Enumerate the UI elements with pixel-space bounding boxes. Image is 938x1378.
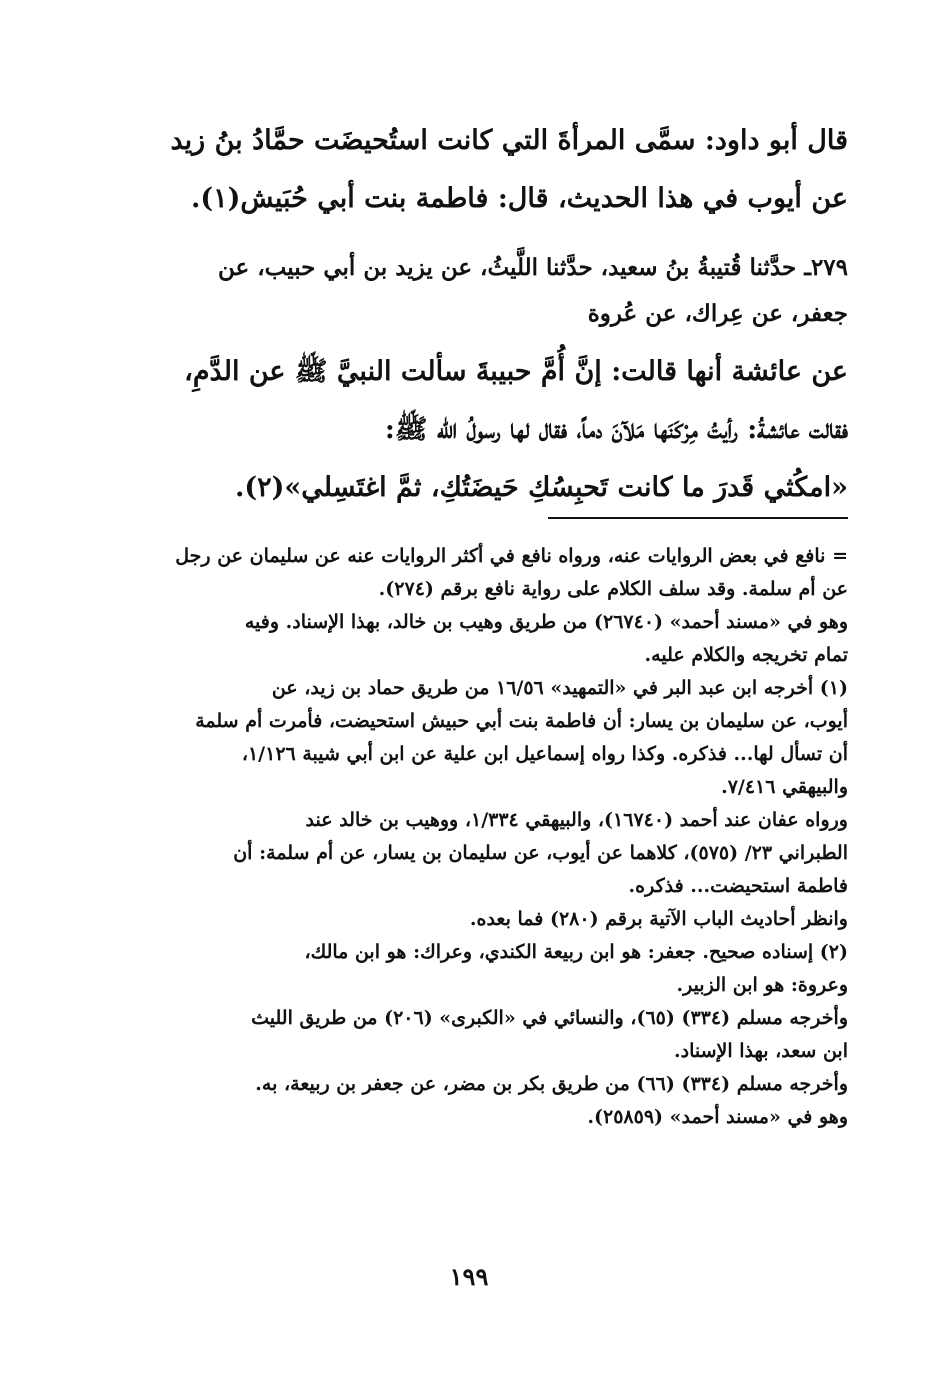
- footnote-line: ورواه عفان عند أحمد (١٦٧٤٠)، والبيهقي ١/٣٣٤، ووهيب بن خالد عند: [305, 809, 848, 831]
- footnote-line: وأخرجه مسلم (٣٣٤) (٦٥)، والنسائي في «الكبرى» (٢٠٦) من طريق الليث: [251, 1007, 848, 1029]
- text-line: فقالت عائشةُ: رأيتُ مِرْكَنَها مَلآنَ دماً، فقال لها رسولُ الله ﷺ:: [384, 414, 848, 445]
- text-line: عن أيوب في هذا الحديث، قال: فاطمة بنت أبي حُبَيش(١).: [190, 183, 848, 214]
- footnote-line: (١) أخرجه ابن عبد البر في «التمهيد» ١٦/٥٦ من طريق حماد بن زيد، عن: [271, 677, 848, 699]
- footnote-line: وهو في «مسند أحمد» (٢٥٨٥٩).: [587, 1106, 848, 1128]
- footnote-line: أيوب، عن سليمان بن يسار: أن فاطمة بنت أبي حبيش استحيضت، فأمرت أم سلمة: [195, 710, 848, 732]
- footnote-divider: [548, 517, 848, 519]
- footnote-line: والبيهقي ٧/٤١٦.: [721, 776, 848, 798]
- footnote-line: ابن سعد، بهذا الإسناد.: [674, 1040, 848, 1062]
- footnote-line: وهو في «مسند أحمد» (٢٦٧٤٠) من طريق وهيب بن خالد، بهذا الإسناد. وفيه: [244, 611, 848, 633]
- footnote-line: وانظر أحاديث الباب الآتية برقم (٢٨٠) فما بعده.: [469, 908, 848, 930]
- page-number: ١٩٩: [449, 1262, 489, 1291]
- text-line: جعفر، عن عِراك، عن عُروة: [587, 300, 848, 327]
- footnote-line: وأخرجه مسلم (٣٣٤) (٦٦) من طريق بكر بن مضر، عن جعفر بن ربيعة، به.: [255, 1073, 848, 1095]
- text-line: عن عائشة أنها قالت: إنَّ أُمَّ حبيبةَ سألت النبيَّ ﷺ عن الدَّمِ،: [184, 356, 848, 387]
- main-text-body: [128, 343, 848, 517]
- footnote-line: أن تسأل لها... فذكره. وكذا رواه إسماعيل ابن علية عن ابن أبي شيبة ١/١٢٦،: [241, 743, 848, 765]
- text-line: ٢٧٩ـ حدَّثنا قُتيبةُ بنُ سعيد، حدَّثنا اللَّيثُ، عن يزيد بن أبي حبيب، عن: [218, 254, 848, 281]
- footnote-line: الطبراني ٢٣/ (٥٧٥)، كلاهما عن أيوب، عن سليمان بن يسار، عن أم سلمة: أن: [233, 842, 848, 864]
- footnote-line: تمام تخريجه والكلام عليه.: [644, 644, 848, 666]
- footnote-line: (٢) إسناده صحيح. جعفر: هو ابن ربيعة الكندي، وعراك: هو ابن مالك،: [304, 941, 848, 963]
- footnote-line: عن أم سلمة. وقد سلف الكلام على رواية نافع برقم (٢٧٤).: [378, 578, 848, 600]
- footnote-line: = نافع في بعض الروايات عنه، ورواه نافع في أكثر الروايات عنه عن سليمان عن رجل: [175, 545, 848, 567]
- footnote-line: فاطمة استحيضت... فذكره.: [628, 875, 848, 897]
- footnote-line: وعروة: هو ابن الزبير.: [676, 974, 848, 996]
- text-line: قال أبو داود: سمَّى المرأةَ التي كانت استُحيضَت حمَّادُ بنُ زيد: [170, 125, 848, 156]
- text-line: «امكُثي قَدرَ ما كانت تَحبِسُكِ حَيضَتُكِ، ثمَّ اغتَسِلي»(٢).: [234, 472, 848, 503]
- hadith-chain: [128, 245, 848, 337]
- footnotes: [128, 540, 848, 1134]
- main-text-top: [128, 112, 848, 228]
